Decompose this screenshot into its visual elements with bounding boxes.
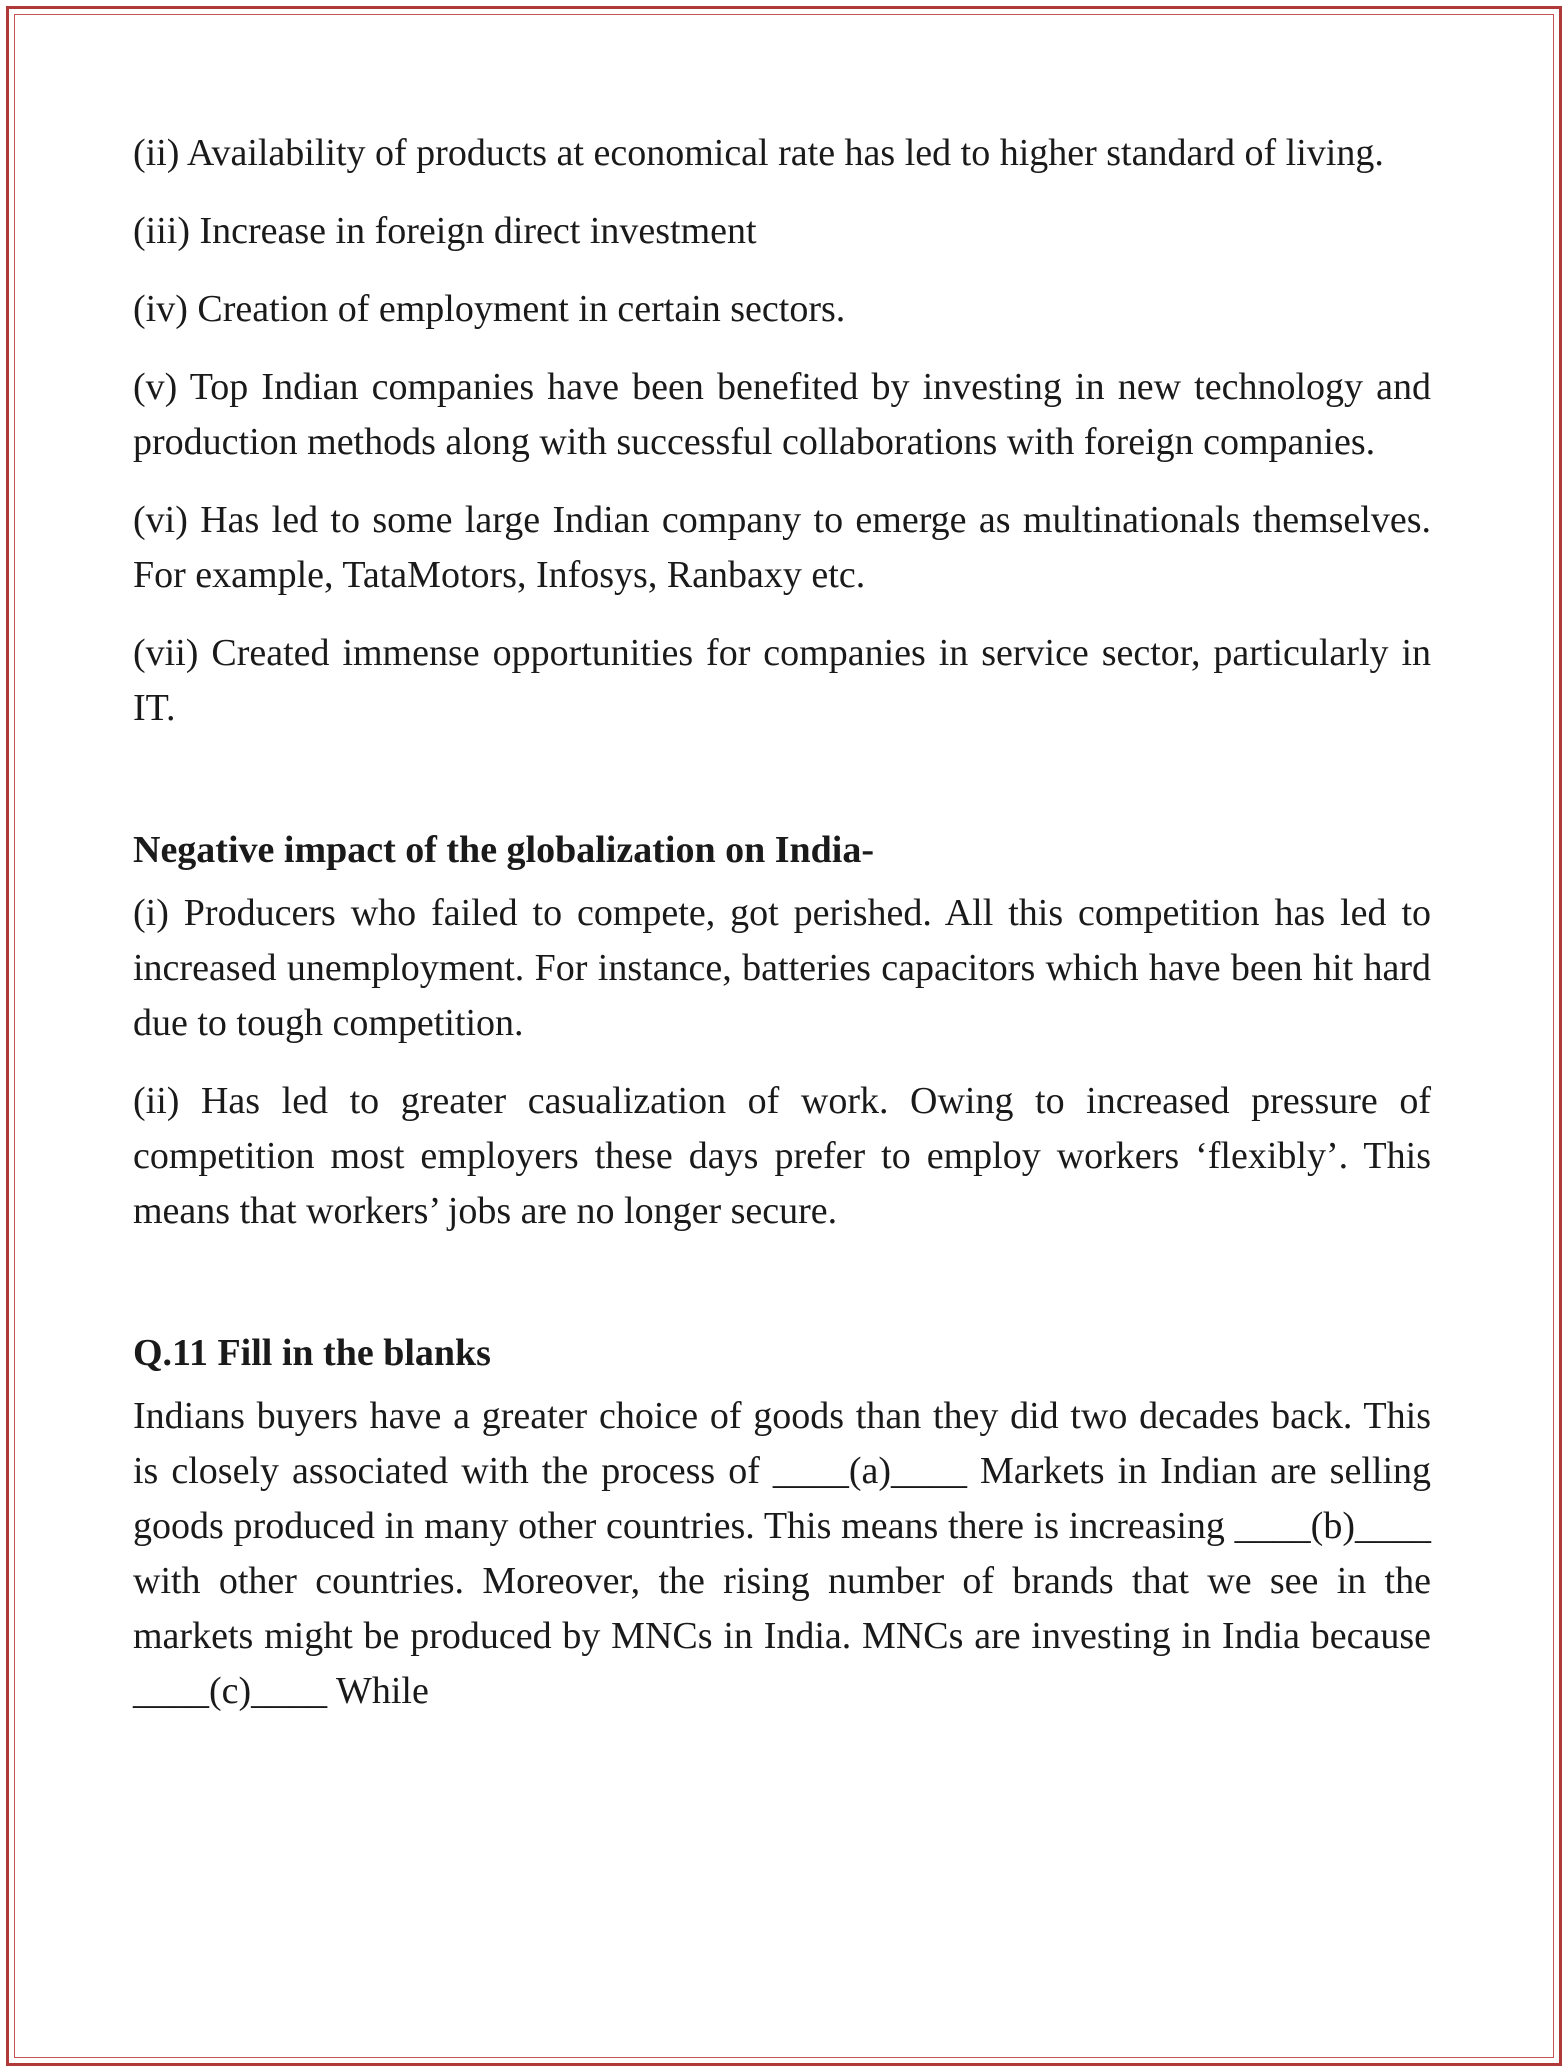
document-body — [133, 126, 1431, 1742]
negative-point-ii: (ii) Has led to greater casualization of work. Owing to increased pressure of competition most employers these days prefer to employ workers ‘flexibly’. This means that workers’ jobs are no longer secure. — [133, 1080, 1431, 1232]
section-gap — [133, 1262, 1431, 1326]
positive-point-iii: (iii) Increase in foreign direct investment — [133, 210, 757, 252]
positive-point-v: (v) Top Indian companies have been benefited by investing in new technology and production methods along with successful collaborations with foreign companies. — [133, 366, 1431, 463]
question-heading: Q.11 Fill in the blanks — [133, 1332, 491, 1374]
positive-point-ii: (ii) Availability of products at economical rate has led to higher standard of living. — [133, 132, 1384, 174]
negative-point-i: (i) Producers who failed to compete, got perished. All this competition has led to increased unemployment. For instance, batteries capacitors which have been hit hard due to tough competition. — [133, 892, 1431, 1044]
section-gap — [133, 759, 1431, 823]
positive-point-vi: (vi) Has led to some large Indian company to emerge as multinationals themselves. For example, TataMotors, Infosys, Ranbaxy etc. — [133, 499, 1431, 596]
negative-impact-heading: Negative impact of the globalization on India- — [133, 829, 874, 871]
positive-point-vii: (vii) Created immense opportunities for companies in service sector, particularly in IT. — [133, 632, 1431, 729]
question-text: Indians buyers have a greater choice of goods than they did two decades back. This is closely associated with the process of ____(a)____ Markets in Indian are selling goods produced in many other countries. This means there is increasing ____(b)____ with other countries. Moreover, the rising number of brands that we see in the markets might be produced by MNCs in India. MNCs are investing in India because ____(c)____ While — [133, 1395, 1431, 1712]
positive-point-iv: (iv) Creation of employment in certain sectors. — [133, 288, 846, 330]
